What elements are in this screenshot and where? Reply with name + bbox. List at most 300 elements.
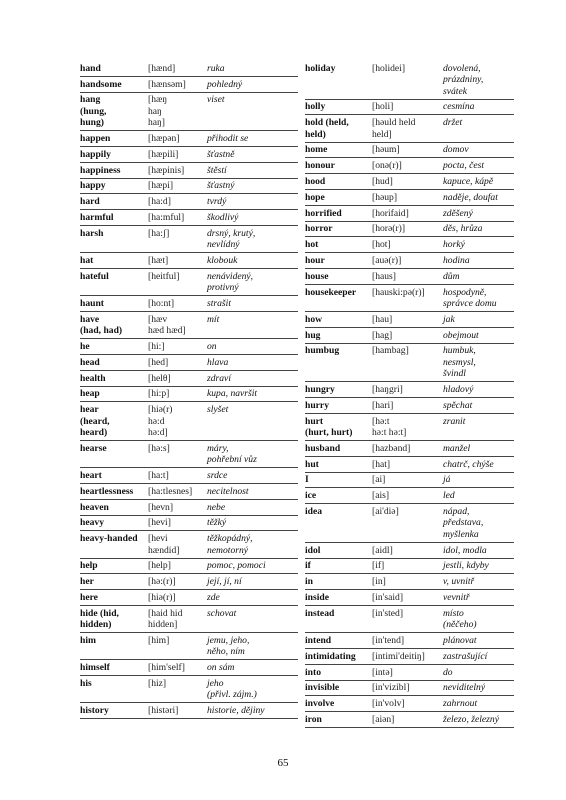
translation-line: máry, bbox=[207, 442, 229, 454]
headword-line: happily bbox=[80, 148, 111, 160]
dictionary-entry bbox=[80, 339, 298, 355]
pronunciation bbox=[372, 560, 443, 571]
headword bbox=[305, 714, 372, 725]
dictionary-entry bbox=[80, 355, 298, 371]
headword-line: intimidating bbox=[305, 650, 356, 662]
translation-line: správce domu bbox=[443, 297, 497, 309]
translation bbox=[443, 101, 514, 112]
headword-line: idea bbox=[305, 505, 323, 517]
pronunciation bbox=[148, 443, 207, 466]
pronunciation-line: [ai] bbox=[372, 474, 386, 486]
headword bbox=[305, 271, 372, 282]
dictionary-entry bbox=[80, 676, 298, 703]
headword-line: health bbox=[80, 372, 106, 384]
pronunciation bbox=[148, 212, 207, 223]
pronunciation-line: [hambag] bbox=[372, 345, 409, 357]
headword-line: intend bbox=[305, 634, 332, 646]
pronunciation bbox=[372, 416, 443, 439]
translation bbox=[443, 576, 514, 587]
pronunciation bbox=[148, 196, 207, 207]
translation bbox=[207, 228, 298, 251]
page-number: 65 bbox=[277, 757, 289, 769]
pronunciation bbox=[148, 502, 207, 513]
dictionary-entry bbox=[305, 414, 514, 441]
pronunciation-line: [hæpən] bbox=[148, 133, 180, 144]
headword bbox=[80, 165, 148, 176]
pronunciation bbox=[372, 287, 443, 310]
pronunciation-line: [hə:(r)] bbox=[148, 576, 176, 588]
pronunciation bbox=[372, 314, 443, 325]
translation-line: protivný bbox=[207, 282, 239, 294]
headword bbox=[305, 474, 372, 485]
headword-line: instead bbox=[305, 607, 335, 619]
pronunciation bbox=[148, 486, 207, 497]
dictionary-entry bbox=[305, 457, 514, 473]
translation bbox=[443, 271, 514, 282]
headword-line: hide (hid, bbox=[80, 607, 119, 619]
headword bbox=[80, 271, 148, 294]
translation-line: štěstí bbox=[207, 164, 227, 176]
translation-line: plánovat bbox=[443, 634, 477, 646]
pronunciation bbox=[148, 341, 207, 352]
translation-line: chatrč, chýše bbox=[443, 458, 494, 470]
pronunciation-line: hidden] bbox=[148, 619, 178, 631]
translation bbox=[443, 287, 514, 310]
translation bbox=[207, 576, 298, 587]
translation-line: pohřební vůz bbox=[207, 454, 257, 466]
headword-line: hut bbox=[305, 458, 319, 470]
dictionary-entry bbox=[80, 633, 298, 660]
headword bbox=[80, 341, 148, 352]
dictionary-entry bbox=[305, 174, 514, 190]
translation bbox=[207, 486, 298, 497]
pronunciation bbox=[372, 651, 443, 662]
translation-line: domov bbox=[443, 144, 469, 156]
translation-line: necitelnost bbox=[207, 485, 249, 497]
headword-line: house bbox=[305, 270, 329, 282]
dictionary-entry bbox=[80, 387, 298, 403]
translation-line: on sám bbox=[207, 662, 235, 674]
pronunciation-line: [həuld held bbox=[372, 117, 416, 129]
headword bbox=[305, 545, 372, 556]
pronunciation-line: [in'said] bbox=[372, 591, 404, 603]
translation bbox=[207, 94, 298, 128]
translation bbox=[207, 502, 298, 513]
pronunciation bbox=[148, 149, 207, 160]
pronunciation bbox=[148, 404, 207, 438]
headword-line: involve bbox=[305, 698, 335, 710]
pronunciation bbox=[148, 662, 207, 673]
pronunciation bbox=[372, 271, 443, 282]
pronunciation-line: [ais] bbox=[372, 490, 390, 502]
pronunciation-line: [hud] bbox=[372, 176, 393, 187]
dictionary-entry bbox=[305, 222, 514, 238]
pronunciation bbox=[148, 180, 207, 191]
pronunciation bbox=[372, 682, 443, 693]
translation-line: viset bbox=[207, 94, 225, 106]
pronunciation-line: [haus] bbox=[372, 270, 396, 282]
dictionary-entry bbox=[80, 61, 298, 77]
translation-line: do bbox=[443, 666, 453, 678]
dictionary-entry bbox=[305, 237, 514, 253]
dictionary-entry bbox=[305, 696, 514, 712]
headword-line: hurry bbox=[305, 399, 329, 411]
translation-line: pomoc, pomoci bbox=[207, 560, 266, 572]
pronunciation-line: [həum] bbox=[372, 144, 400, 156]
translation bbox=[443, 208, 514, 219]
headword bbox=[305, 63, 372, 97]
translation-line: švindl bbox=[443, 368, 466, 380]
headword-line: hold (held, bbox=[305, 117, 349, 129]
translation-line: představa, bbox=[443, 517, 484, 529]
headword bbox=[80, 517, 148, 528]
headword-line: happy bbox=[80, 180, 106, 192]
headword bbox=[305, 490, 372, 501]
headword-line: happen bbox=[80, 133, 111, 144]
headword-line: held) bbox=[305, 128, 326, 140]
translation-line: jeho bbox=[207, 677, 224, 689]
translation-line: kupa, navršit bbox=[207, 388, 258, 400]
headword-line: humbug bbox=[305, 345, 340, 357]
pronunciation-line: haŋ bbox=[148, 105, 162, 117]
pronunciation bbox=[148, 560, 207, 571]
dictionary-entry bbox=[305, 574, 514, 590]
headword-line: heaven bbox=[80, 501, 109, 513]
translation-line: v, uvnitř bbox=[443, 576, 475, 588]
translation-line: zranit bbox=[443, 415, 466, 427]
headword-line: him bbox=[80, 634, 96, 646]
pronunciation bbox=[148, 165, 207, 176]
pronunciation-line: [holi] bbox=[372, 101, 394, 113]
pronunciation-line: [ha:mful] bbox=[148, 211, 185, 223]
headword bbox=[80, 443, 148, 466]
translation-line: dovolená, bbox=[443, 62, 481, 74]
headword-line: here bbox=[80, 591, 98, 603]
dictionary-entry bbox=[305, 143, 514, 159]
pronunciation bbox=[372, 117, 443, 140]
translation-line: obejmout bbox=[443, 329, 479, 341]
pronunciation bbox=[372, 176, 443, 187]
translation-line: horký bbox=[443, 239, 465, 251]
dictionary-entry bbox=[80, 253, 298, 269]
pronunciation-line: [hauski:pə(r)] bbox=[372, 286, 425, 298]
dictionary-entry bbox=[305, 190, 514, 206]
dictionary-entry bbox=[80, 468, 298, 484]
headword-line: haunt bbox=[80, 297, 104, 309]
translation-line: držet bbox=[443, 117, 463, 129]
headword bbox=[80, 576, 148, 587]
pronunciation-line: [hə:s] bbox=[148, 442, 170, 454]
dictionary-entry bbox=[305, 543, 514, 559]
left-column bbox=[80, 61, 298, 719]
headword-line: hurt bbox=[305, 415, 324, 427]
translation bbox=[443, 314, 514, 325]
headword-line: inside bbox=[305, 591, 329, 603]
translation bbox=[207, 517, 298, 528]
pronunciation bbox=[372, 192, 443, 203]
headword-line: his bbox=[80, 677, 92, 689]
pronunciation-line: [him] bbox=[148, 634, 170, 646]
dictionary-entry bbox=[80, 93, 298, 132]
translation-line: zde bbox=[207, 591, 220, 603]
translation bbox=[443, 714, 514, 725]
translation-line: prázdniny, bbox=[443, 74, 484, 86]
translation bbox=[443, 144, 514, 155]
translation-line: manžel bbox=[443, 442, 471, 454]
pronunciation bbox=[148, 133, 207, 144]
headword bbox=[80, 180, 148, 191]
headword-line: he bbox=[80, 340, 90, 352]
headword-line: hidden) bbox=[80, 619, 112, 631]
pronunciation-line: [hi:p] bbox=[148, 388, 170, 400]
pronunciation bbox=[372, 490, 443, 501]
pronunciation-line: [helθ] bbox=[148, 372, 171, 384]
translation-line: pohledný bbox=[207, 78, 243, 90]
dictionary-entry bbox=[305, 606, 514, 633]
translation-line: zahrnout bbox=[443, 698, 478, 710]
pronunciation-line: [aidl] bbox=[372, 544, 393, 556]
dictionary-entry bbox=[80, 484, 298, 500]
translation bbox=[443, 239, 514, 250]
headword bbox=[305, 160, 372, 171]
translation-line: šťastný bbox=[207, 180, 235, 192]
pronunciation bbox=[372, 576, 443, 587]
pronunciation bbox=[148, 271, 207, 294]
translation bbox=[443, 223, 514, 234]
pronunciation bbox=[148, 678, 207, 701]
pronunciation-line: [hi:] bbox=[148, 340, 165, 352]
headword bbox=[80, 373, 148, 384]
pronunciation-line: [if] bbox=[372, 560, 385, 572]
headword-line: hour bbox=[305, 254, 325, 266]
translation-line: slyšet bbox=[207, 404, 229, 416]
translation bbox=[207, 271, 298, 294]
headword bbox=[305, 208, 372, 219]
pronunciation-line: [hari] bbox=[372, 399, 394, 411]
pronunciation-line: [hæpinis] bbox=[148, 164, 185, 176]
pronunciation bbox=[372, 506, 443, 540]
dictionary-entry bbox=[305, 115, 514, 142]
pronunciation-line: [həup] bbox=[372, 191, 398, 203]
headword-line: hateful bbox=[80, 270, 109, 282]
pronunciation bbox=[148, 314, 207, 337]
pronunciation bbox=[372, 330, 443, 341]
pronunciation-line: [haid hid bbox=[148, 607, 183, 619]
translation bbox=[207, 443, 298, 466]
headword bbox=[305, 667, 372, 678]
dictionary-entry bbox=[80, 179, 298, 195]
translation bbox=[443, 400, 514, 411]
pronunciation bbox=[372, 608, 443, 631]
pronunciation-line: hændid] bbox=[148, 544, 180, 556]
headword bbox=[80, 212, 148, 223]
translation bbox=[207, 79, 298, 90]
headword-line: have bbox=[80, 313, 100, 325]
dictionary-entry bbox=[305, 488, 514, 504]
translation bbox=[207, 608, 298, 631]
translation-line: svátek bbox=[443, 85, 467, 97]
translation-line: spěchat bbox=[443, 399, 473, 411]
translation bbox=[207, 298, 298, 309]
pronunciation-line: held] bbox=[372, 128, 392, 140]
translation bbox=[207, 388, 298, 399]
dictionary-entry bbox=[305, 382, 514, 398]
pronunciation-line: [hænsəm] bbox=[148, 78, 186, 90]
pronunciation bbox=[372, 474, 443, 485]
pronunciation bbox=[372, 223, 443, 234]
dictionary-entry bbox=[80, 269, 298, 296]
pronunciation-line: [intimi'deitiŋ] bbox=[372, 650, 425, 662]
pronunciation-line: hə:d] bbox=[148, 426, 168, 438]
pronunciation-line: [ai'diə] bbox=[372, 505, 399, 517]
pronunciation bbox=[148, 298, 207, 309]
translation bbox=[207, 63, 298, 74]
translation-line: její, jí, ní bbox=[207, 576, 242, 588]
headword bbox=[305, 223, 372, 234]
headword-line: history bbox=[80, 705, 109, 717]
pronunciation bbox=[148, 63, 207, 74]
dictionary-entry bbox=[305, 285, 514, 312]
headword bbox=[305, 287, 372, 310]
translation-line: led bbox=[443, 490, 455, 502]
headword-line: into bbox=[305, 666, 321, 678]
dictionary-entry bbox=[305, 398, 514, 414]
headword bbox=[305, 314, 372, 325]
translation-line: naděje, doufat bbox=[443, 191, 498, 203]
headword bbox=[305, 101, 372, 112]
headword bbox=[305, 384, 372, 395]
headword-line: hot bbox=[305, 239, 319, 251]
headword bbox=[80, 388, 148, 399]
translation bbox=[207, 470, 298, 481]
dictionary-entry bbox=[80, 312, 298, 339]
dictionary-entry bbox=[80, 147, 298, 163]
pronunciation bbox=[372, 545, 443, 556]
translation bbox=[207, 560, 298, 571]
translation-line: zdraví bbox=[207, 372, 231, 384]
headword bbox=[80, 79, 148, 90]
headword bbox=[305, 176, 372, 187]
translation-line: jemu, jeho, bbox=[207, 634, 250, 646]
headword bbox=[80, 404, 148, 438]
translation bbox=[207, 196, 298, 207]
headword-line: heartlessness bbox=[80, 485, 134, 497]
headword bbox=[305, 192, 372, 203]
translation-line: dům bbox=[443, 270, 460, 282]
dictionary-entry bbox=[305, 712, 514, 728]
pronunciation bbox=[148, 533, 207, 556]
translation bbox=[207, 180, 298, 191]
pronunciation bbox=[372, 714, 443, 725]
translation-line: nemotorný bbox=[207, 544, 249, 556]
headword bbox=[305, 576, 372, 587]
headword bbox=[80, 592, 148, 603]
dictionary-entry bbox=[305, 61, 514, 100]
dictionary-entry bbox=[305, 312, 514, 328]
translation bbox=[207, 341, 298, 352]
translation bbox=[207, 404, 298, 438]
pronunciation-line: [ho:nt] bbox=[148, 297, 175, 309]
dictionary-entry bbox=[80, 606, 298, 633]
dictionary-entry bbox=[80, 163, 298, 179]
translation bbox=[443, 592, 514, 603]
headword bbox=[305, 443, 372, 454]
translation bbox=[207, 635, 298, 658]
pronunciation-line: [hæŋ bbox=[148, 94, 168, 106]
translation-line: srdce bbox=[207, 469, 228, 481]
headword-line: heavy-handed bbox=[80, 533, 138, 545]
headword-line: (hurt, hurt) bbox=[305, 426, 353, 438]
translation-line: historie, dějiny bbox=[207, 705, 265, 717]
pronunciation-line: [hæpi] bbox=[148, 180, 174, 192]
headword-line: heavy bbox=[80, 517, 104, 529]
headword-line: honour bbox=[305, 160, 335, 172]
pronunciation-line: [in'volv] bbox=[372, 698, 405, 710]
headword-line: holly bbox=[305, 101, 326, 113]
headword-line: housekeeper bbox=[305, 286, 357, 298]
dictionary-entry bbox=[305, 269, 514, 285]
headword bbox=[80, 94, 148, 128]
headword-line: heard) bbox=[80, 426, 108, 438]
translation bbox=[443, 416, 514, 439]
headword bbox=[305, 239, 372, 250]
headword-line: horror bbox=[305, 223, 333, 235]
translation bbox=[443, 160, 514, 171]
translation-line: kapuce, kápě bbox=[443, 176, 494, 187]
translation-line: přihodit se bbox=[207, 133, 249, 144]
pronunciation bbox=[372, 345, 443, 379]
dictionary-entry bbox=[80, 131, 298, 147]
dictionary-entry bbox=[305, 504, 514, 543]
headword-line: her bbox=[80, 576, 94, 588]
pronunciation-line: [hiə(r)] bbox=[148, 591, 176, 603]
pronunciation-line: hə:d bbox=[148, 415, 165, 427]
translation bbox=[207, 533, 298, 556]
headword-line: himself bbox=[80, 662, 110, 674]
headword-line: (hung, bbox=[80, 105, 107, 117]
dictionary-entry bbox=[80, 590, 298, 606]
dictionary-entry bbox=[305, 328, 514, 344]
pronunciation-line: [ha:ʃ] bbox=[148, 227, 170, 239]
pronunciation-line: [him'self] bbox=[148, 662, 185, 674]
translation-line: pocta, čest bbox=[443, 160, 485, 172]
headword-line: idol bbox=[305, 544, 321, 556]
translation bbox=[443, 176, 514, 187]
headword-line: hug bbox=[305, 329, 321, 341]
translation-line: škodlivý bbox=[207, 211, 239, 223]
pronunciation bbox=[372, 384, 443, 395]
pronunciation-line: [haŋgri] bbox=[372, 383, 403, 395]
headword-line: help bbox=[80, 560, 98, 572]
headword bbox=[305, 117, 372, 140]
dictionary-entry bbox=[305, 665, 514, 681]
dictionary-entry bbox=[305, 633, 514, 649]
headword bbox=[80, 133, 148, 144]
translation bbox=[443, 608, 514, 631]
translation-line: zastrašující bbox=[443, 650, 488, 662]
translation-line: schovat bbox=[207, 607, 237, 619]
headword-line: (heard, bbox=[80, 415, 110, 427]
headword-line: in bbox=[305, 576, 314, 588]
headword-line: husband bbox=[305, 442, 341, 454]
translation-line: železo, železný bbox=[443, 713, 499, 725]
translation bbox=[207, 133, 298, 144]
translation bbox=[207, 165, 298, 176]
headword bbox=[80, 149, 148, 160]
right-column bbox=[305, 61, 514, 728]
translation bbox=[207, 705, 298, 716]
translation bbox=[443, 667, 514, 678]
